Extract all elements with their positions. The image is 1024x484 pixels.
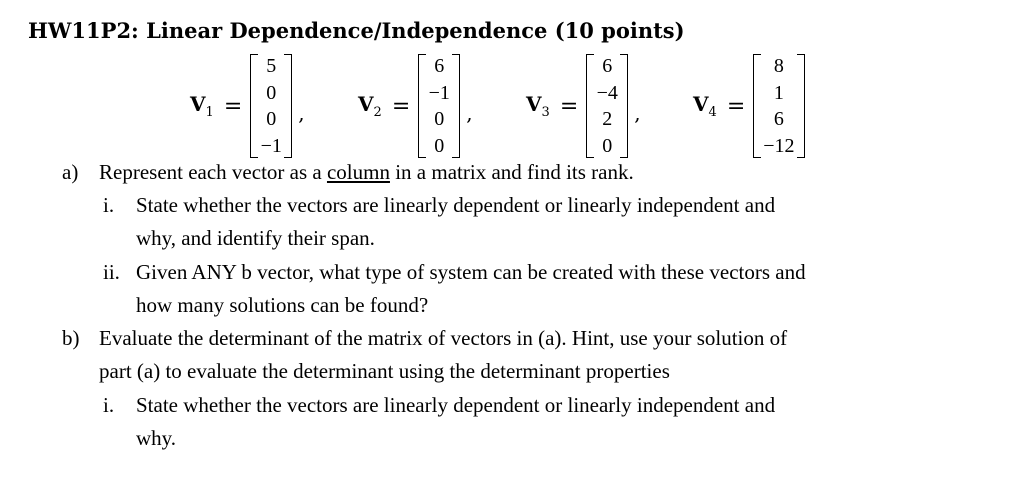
vector-entry: 5 — [266, 55, 277, 77]
part-a-text-before: Represent each vector as a — [99, 160, 327, 184]
vector-name: $V_4$ — [693, 92, 717, 120]
part-a-text — [99, 156, 634, 189]
vector-v4 — [693, 52, 805, 160]
part-a-i-label: i. — [103, 193, 115, 217]
part-a-ii-line2: how many solutions can be found? — [136, 293, 429, 317]
left-bracket — [418, 54, 426, 158]
column-vector — [586, 54, 628, 158]
vector-entry: 0 — [266, 108, 277, 131]
vector-v2 — [358, 52, 473, 160]
vector-entry: −12 — [763, 134, 795, 157]
part-a-i-line2: why, and identify their span. — [136, 226, 375, 250]
vector-entry: 1 — [773, 81, 784, 104]
vector-entry: 0 — [434, 108, 445, 131]
vector-entry: 6 — [602, 55, 613, 77]
part-b-i-line1: State whether the vectors are linearly dependent or linearly independent and — [136, 393, 776, 417]
equals-sign: = — [223, 93, 243, 119]
comma: , — [298, 101, 305, 125]
part-a-label: a) — [62, 160, 79, 184]
vector-v3 — [526, 52, 641, 160]
vector-entry: 0 — [266, 81, 277, 104]
part-a-ii-line1: Given ANY b vector, what type of system can be created with these vectors and — [136, 260, 806, 284]
column-vector — [250, 54, 292, 158]
right-bracket — [284, 54, 292, 158]
part-a-i-line1: State whether the vectors are linearly dependent or linearly independent and — [136, 193, 776, 217]
vector-name: $V_3$ — [526, 92, 550, 120]
comma: , — [634, 101, 641, 125]
vector-name: $V_1$ — [190, 92, 214, 120]
page-title: HW11P2: Linear Dependence/Independence (10 points) — [28, 18, 685, 43]
equals-sign: = — [391, 93, 411, 119]
equals-sign: = — [559, 93, 579, 119]
vector-entry: −1 — [428, 81, 450, 104]
vector-entry: −4 — [596, 81, 618, 104]
part-b-line2: part (a) to evaluate the determinant using the determinant properties — [99, 359, 670, 383]
vector-list — [0, 52, 1024, 160]
vector-v1 — [190, 52, 305, 160]
vector-entry: 2 — [602, 108, 613, 131]
comma: , — [466, 101, 473, 125]
vector-entry: 8 — [773, 55, 784, 77]
column-vector — [418, 54, 460, 158]
left-bracket — [250, 54, 258, 158]
right-bracket — [620, 54, 628, 158]
part-b-line1: Evaluate the determinant of the matrix of vectors in (a). Hint, use your solution of — [99, 326, 788, 350]
vector-entry: 0 — [602, 134, 613, 157]
part-a-ii-label: ii. — [103, 260, 120, 284]
vector-name: $V_2$ — [358, 92, 382, 120]
left-bracket — [753, 54, 761, 158]
part-a-text-after: in a matrix and find its rank. — [389, 160, 634, 184]
vector-entry: −1 — [260, 134, 282, 157]
left-bracket — [586, 54, 594, 158]
part-b-i-label: i. — [103, 393, 115, 417]
column-vector — [753, 54, 804, 158]
part-b-label: b) — [62, 326, 80, 350]
vector-entry: 6 — [434, 55, 445, 77]
right-bracket — [452, 54, 460, 158]
part-b-i-line2: why. — [136, 426, 177, 450]
underlined-word: column — [326, 160, 390, 184]
vector-entry: 0 — [434, 134, 445, 157]
equals-sign: = — [726, 93, 746, 119]
right-bracket — [797, 54, 805, 158]
vector-entry: 6 — [773, 108, 784, 131]
